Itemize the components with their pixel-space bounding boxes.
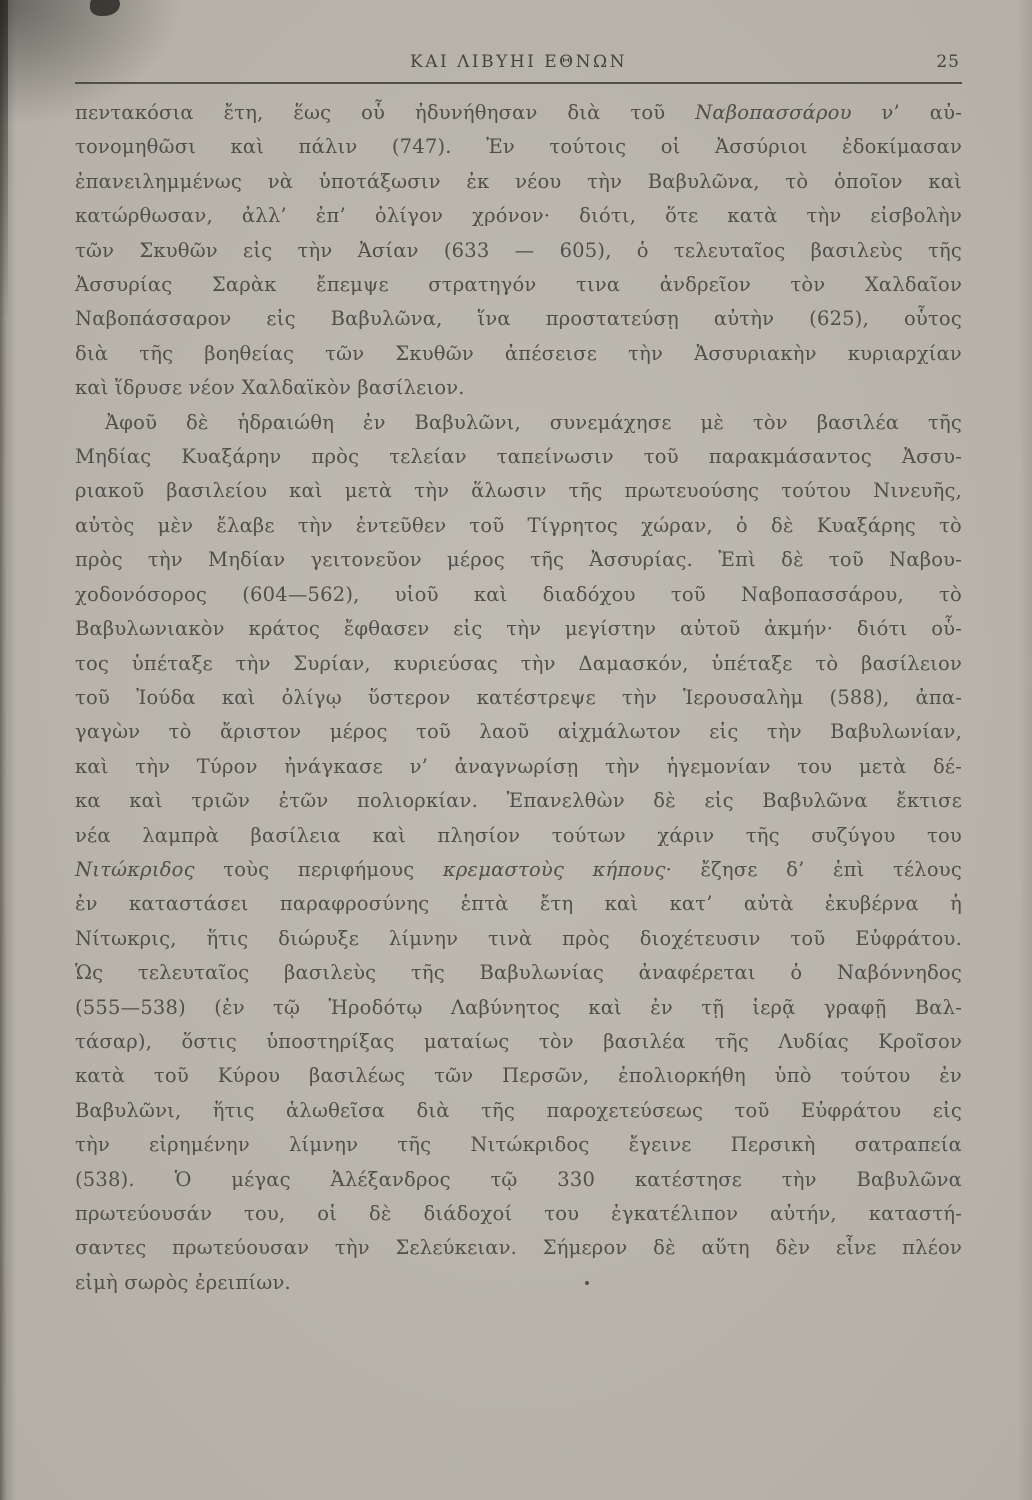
text-line: κα καὶ τριῶν ἐτῶν πολιορκίαν. Ἐπανελθὼν δὲ εἰς Βαβυλῶνα ἔκτισε — [75, 789, 962, 813]
text-line: διὰ τῆς βοηθείας τῶν Σκυθῶν ἀπέσεισε τὴν Ἀσσυριακὴν κυριαρχίαν — [75, 341, 962, 365]
text-line: Βαβυλῶνι, ἥτις ἁλωθεῖσα διὰ τῆς παροχετεύσεως τοῦ Εὐφράτου εἰς — [75, 1098, 962, 1122]
text-line: αὐτὸς μὲν ἔλαβε τὴν ἐντεῦθεν τοῦ Τίγρητος χώραν, ὁ δὲ Κυαξάρης τὸ — [75, 513, 962, 537]
paragraph — [75, 96, 962, 406]
left-edge-shadow — [0, 0, 8, 320]
text-line: τάσαρ), ὅστις ὑποστηρίξας ματαίως τὸν βασιλέα τῆς Λυδίας Κροῖσον — [75, 1029, 962, 1053]
text-line: Μηδίας Κυαξάρην πρὸς τελείαν ταπείνωσιν τοῦ παρακμάσαντος Ἀσσυ- — [75, 445, 962, 469]
text-line: Ὡς τελευταῖος βασιλεὺς τῆς Βαβυλωνίας ἀναφέρεται ὁ Ναβόννηδος — [75, 961, 962, 985]
text-line: νέα λαμπρὰ βασίλεια καὶ πλησίον τούτων χάριν τῆς συζύγου του — [75, 823, 962, 847]
text-line: ἐπανειλημμένως νὰ ὑποτάξωσιν ἐκ νέου τὴν Βαβυλῶνα, τὸ ὁποῖον καὶ — [75, 169, 962, 193]
text-line: τος ὑπέταξε τὴν Συρίαν, κυριεύσας τὴν Δαμασκόν, ὑπέταξε τὸ βασίλειον — [75, 651, 962, 675]
text-line: χοδονόσορος (604—562), υἱοῦ καὶ διαδόχου τοῦ Ναβοπασσάρου, τὸ — [75, 582, 962, 606]
text-line: πρωτεύουσάν του, οἱ δὲ διάδοχοί του ἐγκατέλιπον αὐτήν, καταστή- — [75, 1202, 962, 1225]
text-line: γαγὼν τὸ ἄριστον μέρος τοῦ λαοῦ αἰχμάλωτον εἰς τὴν Βαβυλωνίαν, — [75, 720, 962, 744]
text-line: εἰμὴ σωρὸς ἐρειπίων. — [75, 1270, 291, 1294]
text-line: σαντες πρωτεύουσαν τὴν Σελεύκειαν. Σήμερον δὲ αὕτη δὲν εἶνε πλέον — [75, 1236, 962, 1260]
text-line: (538). Ὁ μέγας Ἀλέξανδρος τῷ 330 κατέστησε τὴν Βαβυλῶνα — [75, 1167, 962, 1191]
text-line: κατώρθωσαν, ἀλλ’ ἐπ’ ὀλίγον χρόνον· διότι, ὅτε κατὰ τὴν εἰσβολὴν — [75, 204, 962, 228]
text-line: τονομηθῶσι καὶ πάλιν (747). Ἐν τούτοις οἱ Ἀσσύριοι ἐδοκίμασαν — [75, 135, 962, 159]
text-line: τὴν εἰρημένην λίμνην τῆς Νιτώκριδος ἔγεινε Περσικὴ σατραπεία — [75, 1133, 962, 1157]
text-line: κατὰ τοῦ Κύρου βασιλέως τῶν Περσῶν, ἐπολιορκήθη ὑπὸ τούτου ἐν — [75, 1064, 962, 1088]
text-line: τῶν Σκυθῶν εἰς τὴν Ἀσίαν (633 — 605), ὁ τελευταῖος βασιλεὺς τῆς — [75, 238, 962, 262]
ink-blot — [90, 0, 120, 16]
text-line: Νίτωκρις, ἥτις διώρυξε λίμνην τινὰ πρὸς διοχέτευσιν τοῦ Εὐφράτου. — [75, 926, 962, 950]
text-line: Ἀφοῦ δὲ ἡδραιώθη ἐν Βαβυλῶνι, συνεμάχησε μὲ τὸν βασιλέα τῆς — [105, 410, 962, 434]
text-line: πρὸς τὴν Μηδίαν γειτονεῦον μέρος τῆς Ἀσσυρίας. Ἐπὶ δὲ τοῦ Ναβου- — [75, 548, 962, 572]
text-line: καὶ ἵδρυσε νέον Χαλδαϊκὸν βασίλειον. — [75, 376, 465, 400]
text-line: (555—538) (ἐν τῷ Ἡροδότῳ Λαβύνητος καὶ ἐν τῇ ἱερᾷ γραφῇ Βαλ- — [75, 995, 962, 1019]
paper-speck — [585, 1281, 589, 1285]
text-line: ἐν καταστάσει παραφροσύνης ἑπτὰ ἔτη καὶ κατ’ αὐτὰ ἐκυβέρνα ἡ — [75, 892, 962, 916]
text-line: ριακοῦ βασιλείου καὶ μετὰ τὴν ἅλωσιν τῆς πρωτευούσης τούτου Νινευῆς, — [75, 479, 962, 503]
text-line: Νιτώκριδος τοὺς περιφήμους κρεμαστοὺς κήπους· ἔζησε δ’ ἐπὶ τέλους — [75, 857, 962, 881]
page-header — [75, 52, 962, 84]
text-line: τοῦ Ἰούδα καὶ ὀλίγῳ ὕστερον κατέστρεψε τὴν Ἱερουσαλὴμ (588), ἀπα- — [75, 685, 962, 709]
text-line: πεντακόσια ἔτη, ἕως οὗ ἠδυνήθησαν διὰ τοῦ Ναβοπασσάρου ν’ αὐ- — [75, 101, 962, 124]
text-line: Ναβοπάσσαρον εἰς Βαβυλῶνα, ἵνα προστατεύσῃ αὐτὴν (625), οὗτος — [75, 307, 962, 331]
running-title: ΚΑΙ ΛΙΒΥΗΙ ΕΘΝΩΝ — [410, 52, 627, 72]
text-line: Ἀσσυρίας Σαρὰκ ἔπεμψε στρατηγόν τινα ἀνδρεῖον τὸν Χαλδαῖον — [75, 273, 962, 297]
paragraph — [75, 406, 962, 1301]
text-line: καὶ τὴν Τύρον ἠνάγκασε ν’ ἀναγνωρίσῃ τὴν ἡγεμονίαν του μετὰ δέ- — [75, 754, 962, 778]
page-number: 25 — [936, 52, 960, 72]
body-text — [75, 96, 962, 1300]
text-line: Βαβυλωνιακὸν κράτος ἔφθασεν εἰς τὴν μεγίστην αὐτοῦ ἀκμήν· διότι οὗ- — [75, 617, 962, 641]
